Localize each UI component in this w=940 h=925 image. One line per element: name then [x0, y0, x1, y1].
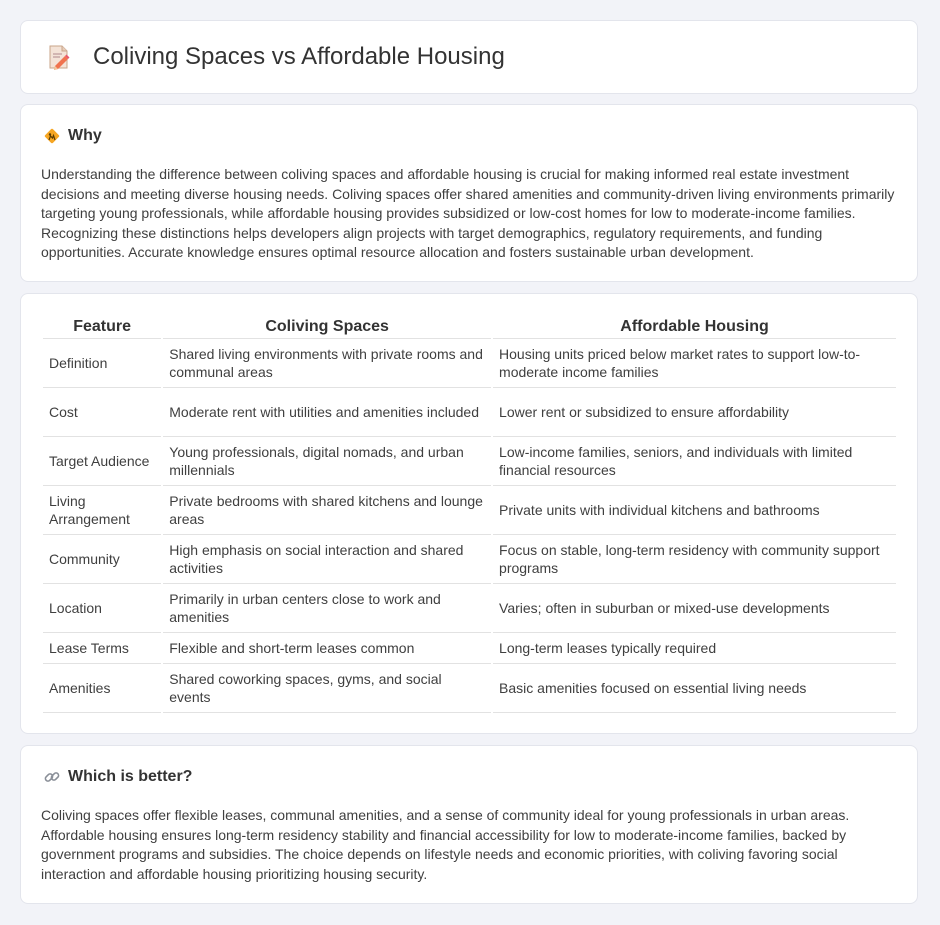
table-row: [43, 535, 896, 584]
affordable-cell: Housing units priced below market rates to support low-to-moderate income families: [493, 339, 896, 388]
affordable-cell: Basic amenities focused on essential living needs: [493, 664, 896, 713]
coliving-cell: Primarily in urban centers close to work and amenities: [163, 584, 491, 633]
affordable-cell: Private units with individual kitchens and bathrooms: [493, 486, 896, 535]
feature-cell: Location: [43, 584, 161, 633]
page-title: Coliving Spaces vs Affordable Housing: [93, 43, 505, 70]
table-row: [43, 388, 896, 437]
header-feature: Feature: [43, 316, 161, 339]
affordable-cell: Long-term leases typically required: [493, 633, 896, 664]
table-row: [43, 664, 896, 713]
feature-cell: Living Arrangement: [43, 486, 161, 535]
table-row: [43, 339, 896, 388]
table-row: [43, 584, 896, 633]
coliving-cell: Moderate rent with utilities and amenities included: [163, 388, 491, 437]
why-text: Understanding the difference between coliving spaces and affordable housing is crucial for making informed real estate investment decisions and meeting diverse housing needs. Coliving spaces offer shared amenities and community-driven living environments primarily targeting young professionals, while affordable housing provides subsidized or low-cost homes for low to moderate-income families. Recognizing these distinctions helps developers align projects with target demographics, regulatory requirements, and funding opportunities. Accurate knowledge ensures optimal resource allocation and fosters sustainable urban development.: [41, 166, 895, 261]
comparison-card: [20, 293, 918, 734]
affordable-cell: Varies; often in suburban or mixed-use developments: [493, 584, 896, 633]
link-icon: [43, 768, 61, 786]
table-row: [43, 633, 896, 664]
warning-road-sign-icon: [43, 127, 61, 145]
coliving-cell: High emphasis on social interaction and shared activities: [163, 535, 491, 584]
table-row: [43, 486, 896, 535]
feature-cell: Cost: [43, 388, 161, 437]
coliving-cell: Shared living environments with private rooms and communal areas: [163, 339, 491, 388]
header-affordable: Affordable Housing: [493, 316, 896, 339]
better-heading: [43, 768, 192, 786]
better-text: Coliving spaces offer flexible leases, communal amenities, and a sense of community ideal for young professionals in urban areas. Affordable housing ensures long-term residency stability and financial accessibility for low to moderate-income families, backed by government programs and subsidies. The choice depends on lifestyle needs and economic priorities, with coliving favoring social interaction and affordable housing prioritizing housing security.: [41, 807, 850, 882]
table-row: [43, 437, 896, 486]
title-row: [47, 43, 505, 71]
coliving-cell: Flexible and short-term leases common: [163, 633, 491, 664]
feature-cell: Target Audience: [43, 437, 161, 486]
coliving-cell: Shared coworking spaces, gyms, and social events: [163, 664, 491, 713]
why-card: [20, 104, 918, 282]
affordable-cell: Low-income families, seniors, and individuals with limited financial resources: [493, 437, 896, 486]
title-card: [20, 20, 918, 94]
document-pencil-icon: [47, 44, 71, 70]
comparison-table: [41, 316, 898, 713]
feature-cell: Lease Terms: [43, 633, 161, 664]
better-card: [20, 745, 918, 904]
affordable-cell: Focus on stable, long-term residency with community support programs: [493, 535, 896, 584]
why-heading: [43, 127, 102, 145]
table-header-row: [43, 316, 896, 339]
feature-cell: Community: [43, 535, 161, 584]
affordable-cell: Lower rent or subsidized to ensure affordability: [493, 388, 896, 437]
coliving-cell: Young professionals, digital nomads, and urban millennials: [163, 437, 491, 486]
header-coliving: Coliving Spaces: [163, 316, 491, 339]
better-title: Which is better?: [68, 768, 193, 785]
feature-cell: Definition: [43, 339, 161, 388]
why-title: Why: [68, 127, 102, 144]
coliving-cell: Private bedrooms with shared kitchens and lounge areas: [163, 486, 491, 535]
feature-cell: Amenities: [43, 664, 161, 713]
